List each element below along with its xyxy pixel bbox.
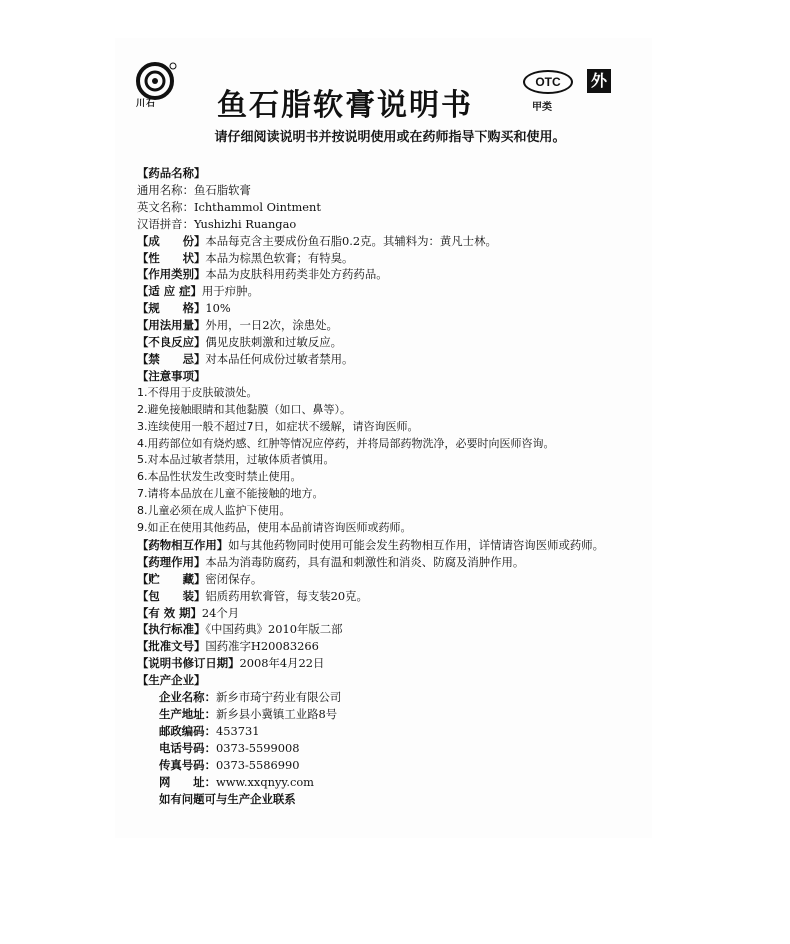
field-row-interaction: 【药物相互作用】如与其他药物同时使用可能会发生药物相互作用，详情请咨询医师或药师。 — [137, 537, 605, 552]
manufacturer-row: 网 址：www.xxqnyy.com — [159, 774, 314, 789]
precaution-item: 1.不得用于皮肤破溃处。 — [137, 385, 258, 399]
field-row: 【药理作用】本品为消毒防腐药，具有温和刺激性和消炎、防腐及消肿作用。 — [137, 554, 525, 569]
field-row: 【包 装】铝质药用软膏管，每支装20克。 — [137, 588, 368, 603]
field-row: 【适 应 症】用于疖肿。 — [137, 284, 259, 299]
subtitle: 请仔细阅读说明书并按说明使用或在药师指导下购买和使用。 — [214, 130, 566, 145]
field-row: 【不良反应】偶见皮肤刺激和过敏反应。 — [137, 335, 343, 350]
drug-name-row: 汉语拼音：Yushizhi Ruangao — [137, 216, 297, 231]
drug-name-row: 通用名称：鱼石脂软膏 — [137, 182, 251, 197]
section-heading-manufacturer: 【生产企业】 — [137, 673, 206, 688]
precaution-item: 6.本品性状发生改变时禁止使用。 — [137, 470, 302, 484]
page-title: 鱼石脂软膏说明书 — [217, 88, 473, 123]
field-row: 【批准文号】国药准字H20083266 — [137, 639, 319, 654]
manufacturer-row: 电话号码：0373-5599008 — [159, 740, 300, 755]
precaution-item: 4.用药部位如有烧灼感、红肿等情况应停药，并将局部药物洗净，必要时向医师咨询。 — [137, 436, 555, 450]
field-row: 【说明书修订日期】2008年4月22日 — [137, 656, 325, 671]
drug-name-row: 英文名称：Ichthammol Ointment — [137, 199, 321, 214]
section-heading-precautions: 【注意事项】 — [137, 368, 206, 383]
manufacturer-row: 邮政编码：453731 — [159, 723, 260, 738]
field-row: 【贮 藏】密闭保存。 — [137, 571, 263, 586]
precaution-item: 2.避免接触眼睛和其他黏膜（如口、鼻等）。 — [137, 402, 351, 416]
external-use-badge: 外 — [587, 69, 611, 93]
field-row: 【成 份】本品每克含主要成份鱼石脂0.2克。其辅料为：黄凡士林。 — [137, 233, 497, 248]
field-row: 【规 格】10% — [137, 301, 231, 316]
field-row: 【作用类别】本品为皮肤科用药类非处方药药品。 — [137, 267, 388, 282]
field-row: 【用法用量】外用，一日2次，涂患处。 — [137, 318, 338, 333]
field-row: 【性 状】本品为棕黑色软膏；有特臭。 — [137, 250, 354, 265]
field-row: 【有 效 期】24个月 — [137, 605, 240, 620]
precaution-item: 8.儿童必须在成人监护下使用。 — [137, 504, 291, 518]
otc-badge: OTC — [523, 70, 573, 94]
logo-text: 川石 — [136, 99, 157, 109]
precaution-item: 5.对本品过敏者禁用，过敏体质者慎用。 — [137, 453, 335, 467]
otc-class-label: 甲类 — [532, 102, 552, 113]
manufacturer-footer: 如有问题可与生产企业联系 — [159, 791, 296, 806]
precaution-item: 7.请将本品放在儿童不能接触的地方。 — [137, 487, 324, 501]
manufacturer-row: 生产地址：新乡县小冀镇工业路8号 — [159, 707, 338, 721]
field-row: 【执行标准】《中国药典》2010年版二部 — [137, 622, 343, 637]
precaution-item: 3.连续使用一般不超过7日，如症状不缓解，请咨询医师。 — [137, 419, 419, 433]
field-row: 【禁 忌】对本品任何成份过敏者禁用。 — [137, 351, 354, 366]
manufacturer-row: 传真号码：0373-5586990 — [159, 757, 300, 772]
document-body — [137, 165, 617, 807]
manufacturer-row: 企业名称：新乡市琦宁药业有限公司 — [159, 690, 342, 705]
section-heading-drug-name: 【药品名称】 — [137, 166, 206, 180]
precaution-item: 9.如正在使用其他药品，使用本品前请咨询医师或药师。 — [137, 521, 412, 535]
